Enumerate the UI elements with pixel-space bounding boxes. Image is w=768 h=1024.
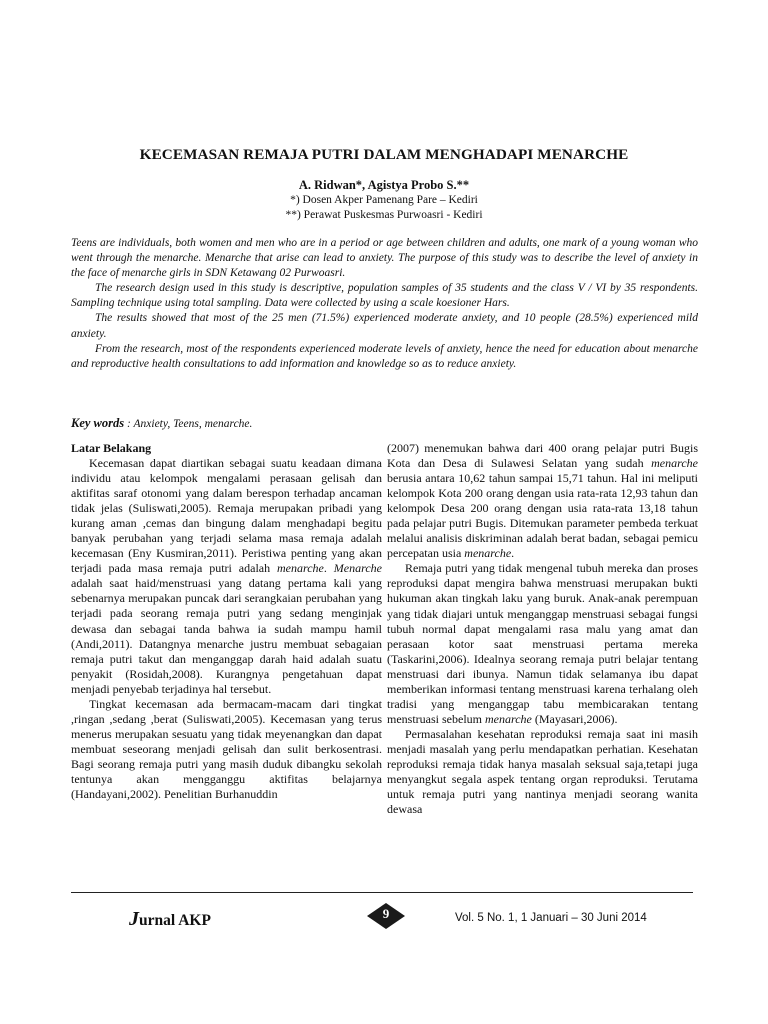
article-title: KECEMASAN REMAJA PUTRI DALAM MENGHADAPI MENARCHE	[139, 146, 629, 163]
section-heading: Latar Belakang	[71, 441, 152, 455]
body-paragraph: Tingkat kecemasan ada bermacam-macam dari tingkat ,ringan ,sedang ,berat (Suliswati,2005). Kecemasan yang terus menerus merupakan sesuatu yang tidak meyenangkan dan dapat membuat seseorang menjadi gelisah dan sulit berkosentrasi. Bagi seorang remaja putri yang masih duduk dibangku sekolah tentunya akan mengganggu aktifitas belajarnya (Handayani,2002). Penelitian Burhanuddin	[71, 696, 382, 802]
abstract	[71, 236, 698, 372]
page-number: 9	[382, 906, 390, 921]
text-run: .	[323, 561, 334, 576]
journal-name	[129, 908, 211, 931]
author-affiliation-2: **) Perawat Puskesmas Purwoasri - Kediri	[285, 209, 483, 221]
text-run: adalah saat haid/menstruasi yang datang pertama kali yang sebenarnya merupakan puncak dari serangkaian perubahan yang terjadi pada seorang remaja putri yang sedang menginjak dewasa dan sebagai tanda bahwa ia sudah mampu hamil (Andi,2011). Datangnya menarche justru membuat sebagaian remaja putri takut dan menganggap darah haid adalah suatu penyakit (Rosidah,2008). Kurangnya pengetahuan dapat menjadi penyebab terjadinya hal tersebut.	[71, 576, 382, 696]
footer-rule	[71, 892, 693, 893]
article-authors: A. Ridwan*, Agistya Probo S.**	[298, 178, 470, 192]
keywords	[71, 416, 252, 431]
text-run: berusia antara 10,62 tahun sampai 15,71 tahun. Hal ini meliputi kelompok Kota 200 orang dengan usia rata-rata 12,93 tahun dan kelompok Desa 200 orang dengan usia rata-rata 13,18 tahun pada pelajar putri Bugis. Ditemukan parameter pembeda terkuat melalui analisis diskriminan adalah berat badan, sebagai pemicu percepatan usia	[387, 471, 698, 561]
body-paragraph	[71, 456, 382, 697]
text-run: .	[511, 546, 515, 561]
keywords-label: Key words	[71, 416, 125, 430]
volume-info: Vol. 5 No. 1, 1 Januari – 30 Juni 2014	[455, 912, 647, 924]
abstract-paragraph-3: The results showed that most of the 25 men (71.5%) experienced moderate anxiety, and 10 people (28.5%) experienced mild anxiety.	[71, 312, 698, 340]
body-paragraph	[387, 441, 698, 561]
body-column-right	[387, 441, 698, 817]
italic-term: Menarche	[333, 561, 382, 576]
author-affiliation-1: *) Dosen Akper Pamenang Pare – Kediri	[290, 194, 478, 206]
abstract-paragraph-4: From the research, most of the respondents experienced moderate levels of anxiety, hence the need for education about menarche and reproductive health consultations to add information and knowledge so as to reduce anxiety.	[71, 342, 698, 370]
italic-term: menarche	[464, 546, 512, 561]
italic-term: menarche	[277, 561, 324, 576]
body-paragraph	[387, 561, 698, 727]
body-column-left	[71, 441, 382, 802]
italic-term: menarche	[484, 711, 532, 726]
journal-name-rest: urnal AKP	[139, 912, 211, 929]
italic-term: menarche	[651, 456, 698, 471]
abstract-paragraph-1: Teens are individuals, both women and men who are in a period or age between children and adults, one mark of a young woman who went through the menarche. Menarche that arise can lead to anxiety. The purpose of this study was to describe the level of anxiety in the face of menarche girls in SDN Ketawang 02 Purwoasri.	[71, 237, 698, 280]
journal-initial: J	[129, 908, 139, 930]
text-run: (2007) menemukan bahwa dari 400 orang pelajar putri Bugis Kota dan Desa di Sulawesi Selatan yang sudah	[387, 441, 698, 471]
abstract-paragraph-2: The research design used in this study is descriptive, population samples of 35 students and the class V / VI by 35 respondents. Sampling technique using total sampling. Data were collected by using a scale koesioner Hars.	[71, 282, 698, 310]
text-run: Remaja putri yang tidak mengenal tubuh mereka dan proses reproduksi dapat mengira bahwa menstruasi merupakan bukti hukuman akan tingkah laku yang buruk. Anak-anak perempuan yang tidak diajari untuk menganggap menstruasi sebagai fungsi tubuh normal dapat mengalami rasa malu yang amat dan perasaan kotor saat menstruasi pertama mereka (Taskarini,2006). Idealnya seorang remaja putri belajar tentang menstruasi dari ibunya. Namun tidak selamanya ibu dapat memberikan informasi tentang menstruasi karena terhalang oleh tradisi yang menganggap tabu membicarakan tentang menstruasi sebelum	[387, 561, 698, 726]
text-run: (Mayasari,2006).	[531, 711, 618, 726]
text-run: Kecemasan dapat diartikan sebagai suatu keadaan dimana individu atau kelompok mengalami perasaan gelisah dan aktifitas saraf otonomi yang dalam berespon terhadap ancaman tidak jelas (Suliswati,2005). Remaja merupakan pribadi yang kurang aman ,cemas dan bingung dalam menghadapi begitu banyak perubahan yang terjadi selama masa remaja adalah kecemasan (Eny Kusmiran,2011). Peristiwa penting yang akan terjadi pada masa remaja putri adalah	[71, 456, 382, 576]
body-paragraph: Permasalahan kesehatan reproduksi remaja saat ini masih menjadi masalah yang perlu mendapatkan perhatian. Kesehatan reproduksi remaja tidak hanya masalah seksual saja,tetapi juga menyangkut segala aspek tentang organ reproduksi. Terutama untuk remaja putri yang nantinya menjadi seorang wanita dewasa	[387, 726, 698, 817]
keywords-text: : Anxiety, Teens, menarche.	[124, 418, 253, 430]
